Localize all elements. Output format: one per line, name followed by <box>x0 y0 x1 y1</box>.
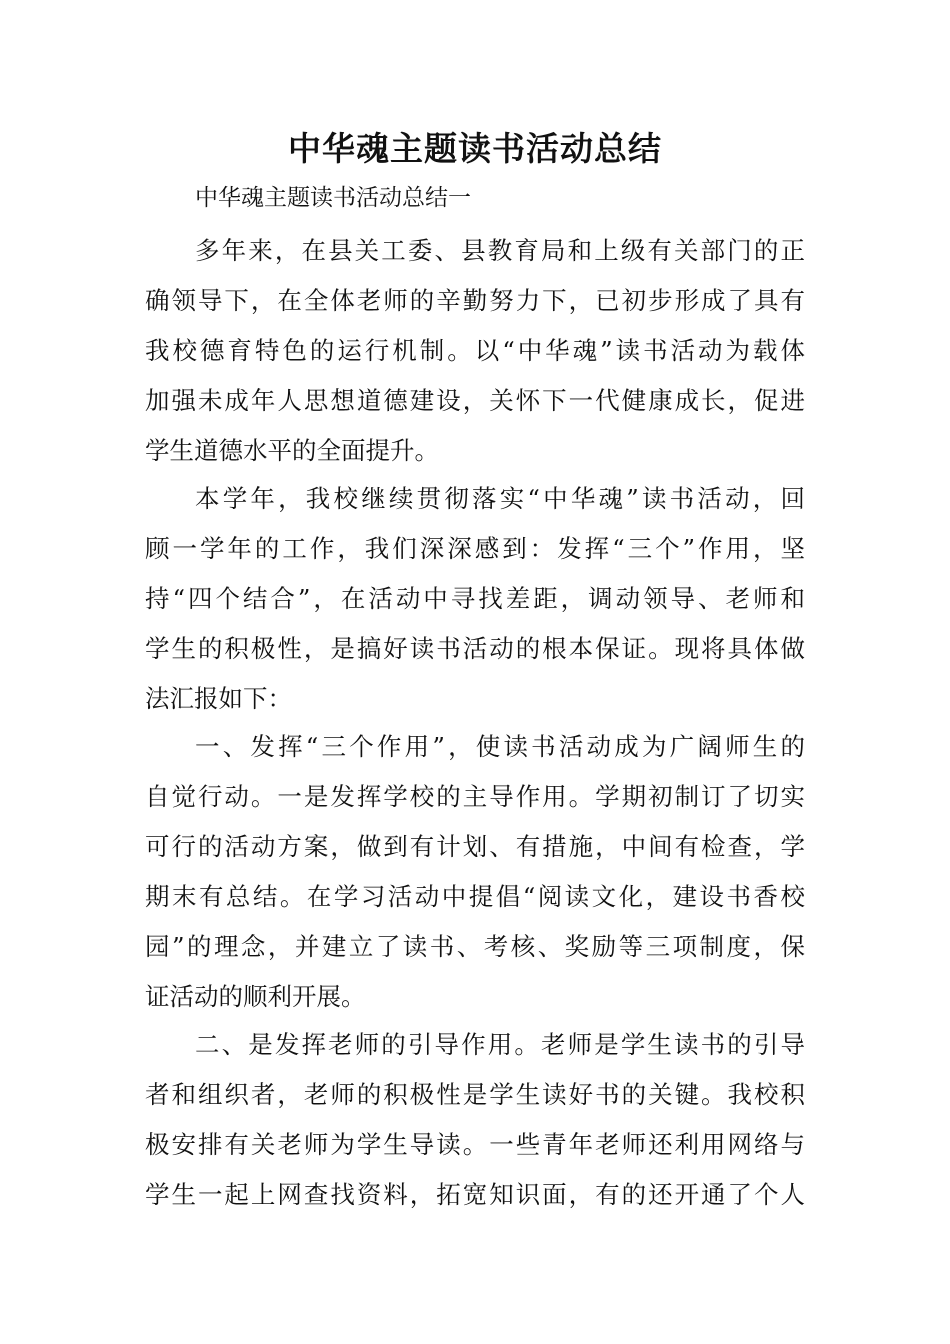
text-line: 持“四个结合”，在活动中寻找差距，调动领导、老师和 <box>145 584 805 613</box>
paragraph-3 <box>145 722 805 1022</box>
text-line: 学生的积极性，是搞好读书活动的根本保证。现将具体做 <box>145 634 805 663</box>
text-line: 期末有总结。在学习活动中提倡“阅读文化，建设书香校 <box>145 882 805 911</box>
document-subtitle: 中华魂主题读书活动总结一 <box>195 185 471 211</box>
text-line: 自觉行动。一是发挥学校的主导作用。学期初制订了切实 <box>145 782 805 811</box>
paragraph-4 <box>145 1020 805 1220</box>
text-line: 极安排有关老师为学生导读。一些青年老师还利用网络与 <box>145 1130 805 1159</box>
text-line: 本学年，我校继续贯彻落实“中华魂”读书活动，回 <box>195 484 805 513</box>
text-line: 证活动的顺利开展。 <box>145 982 366 1011</box>
text-line: 学生一起上网查找资料，拓宽知识面，有的还开通了个人 <box>145 1180 805 1209</box>
text-line: 一、发挥“三个作用”，使读书活动成为广阔师生的 <box>195 732 805 761</box>
text-line: 园”的理念，并建立了读书、考核、奖励等三项制度，保 <box>145 932 805 961</box>
text-line: 加强未成年人思想道德建设，关怀下一代健康成长，促进 <box>145 386 805 415</box>
text-line: 法汇报如下： <box>145 684 292 713</box>
paragraph-1 <box>145 226 805 476</box>
text-line: 我校德育特色的运行机制。以“中华魂”读书活动为载体 <box>145 336 805 365</box>
text-line: 顾一学年的工作，我们深深感到：发挥“三个”作用，坚 <box>145 534 805 563</box>
text-line: 者和组织者，老师的积极性是学生读好书的关键。我校积 <box>145 1080 805 1109</box>
text-line: 确领导下，在全体老师的辛勤努力下，已初步形成了具有 <box>145 286 805 315</box>
text-line: 多年来，在县关工委、县教育局和上级有关部门的正 <box>195 236 805 265</box>
text-line: 学生道德水平的全面提升。 <box>145 436 439 465</box>
text-line: 可行的活动方案，做到有计划、有措施，中间有检查，学 <box>145 832 805 861</box>
document-title: 中华魂主题读书活动总结 <box>288 129 662 168</box>
text-line: 二、是发挥老师的引导作用。老师是学生读书的引导 <box>195 1030 805 1059</box>
paragraph-2 <box>145 474 805 724</box>
